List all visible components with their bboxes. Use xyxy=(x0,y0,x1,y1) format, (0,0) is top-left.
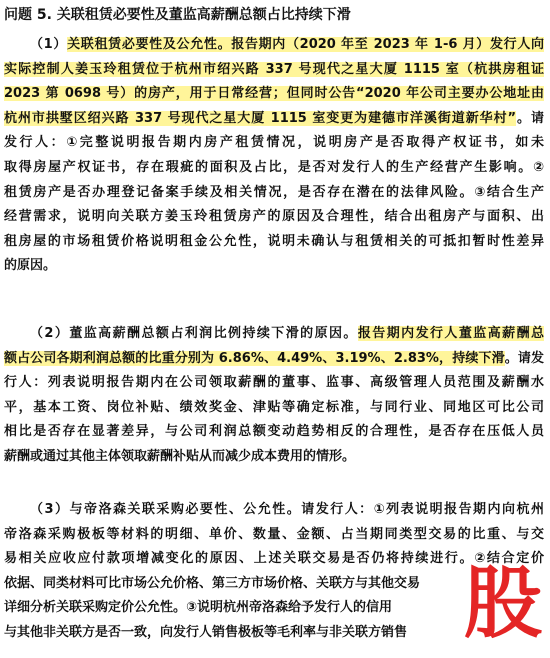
highlighted-text: 2023 第 0698 号）的房产，用于日常经营；但同时公告“2020 年公司主要办公地址由 xyxy=(4,86,544,102)
highlighted-text: 关联租赁必要性及公允性。报告期内（2020 年至 2023 年 1-6 月）发行人向 xyxy=(67,37,544,52)
text-line: 经营需求，说明向关联方姜玉玲租赁房产的原因及合理性，结合出租房产与面积、出 xyxy=(4,209,544,225)
text-line: 租房屋的市场租赁价格说明租金公允性，说明未确认与租赁相关的可抵扣暂时性差异 xyxy=(4,233,544,249)
text-line: 发行人：①完整说明报告期内房产租赁情况，说明房产是否取得产权证书，如未 xyxy=(4,135,544,151)
text-line: 平，基本工资、岗位补贴、绩效奖金、津贴等确定标准，与同行业、同地区可比公司 xyxy=(4,399,544,415)
text-line: （1）关联租赁必要性及公允性。报告期内（2020 年至 2023 年 1-6 月）发行人向 xyxy=(30,37,544,52)
highlighted-text: 实际控制人姜玉玲租赁位于杭州市绍兴路 337 号现代之星大厦 1115 室（杭拱房租证 xyxy=(4,61,544,77)
text-line xyxy=(4,58,544,83)
paragraph-related-lease xyxy=(4,33,544,279)
question-title: 问题 5. 关联租赁必要性及董监高薪酬总额占比持续下滑 xyxy=(4,7,351,23)
highlighted-text: 杭州市拱墅区绍兴路 337 号现代之星大厦 1115 室变更为建德市洋溪街道新华村” xyxy=(4,110,517,126)
text-line: 薪酬或通过其他主体领取薪酬补贴从而减少成本费用的情形。 xyxy=(4,448,356,464)
highlighted-text: 额占公司各期利润总额的比重分别为 6.86%、4.49%、3.19%、2.83%，持续下滑 xyxy=(4,350,505,366)
paragraph-executive-pay xyxy=(4,322,544,470)
text-line: 行人：列表说明报告期内在公司领取薪酬的董事、监事、高级管理人员范围及薪酬水 xyxy=(4,375,544,391)
text-line: 额占公司各期利润总额的比重分别为 6.86%、4.49%、3.19%、2.83%，持续下滑。请发 xyxy=(4,350,544,366)
text-line: （3）与帝洛森关联采购必要性、公允性。请发行人：①列表说明报告期内向杭州 xyxy=(30,502,544,517)
text-line: 详细分析关联采购定价公允性。③说明杭州帝洛森给予发行人的信用 xyxy=(4,600,393,616)
text-line: 与其他非关联方是否一致，向发行人销售极板等毛利率与非关联方销售 xyxy=(4,624,408,640)
text-line xyxy=(4,82,544,107)
text-line: 相比是否存在显著差异，与公司利润总额变动趋势相反的合理性，是否存在压低人员 xyxy=(4,424,544,440)
text-line: 帝洛森采购极板等材料的明细、单价、数量、金额、占当期同类型交易的比重、与交 xyxy=(4,526,544,542)
text-line: 易相关应收应付款项增减变化的原因、上述关联交易是否仍将持续进行。②结合定价 xyxy=(4,551,544,567)
watermark-logo: 股 xyxy=(463,559,542,649)
text-line: 租赁房产是否办理登记备案手续及相关情况，是否存在潜在的法律风险。③结合生产 xyxy=(4,184,544,200)
text-line: 取得房屋产权证书，存在瑕疵的面积及占比，是否对发行人的生产经营产生影响。② xyxy=(4,159,544,175)
text-line: 杭州市拱墅区绍兴路 337 号现代之星大厦 1115 室变更为建德市洋溪街道新华村”。请 xyxy=(4,110,544,126)
text-line: 依据、同类材料可比市场公允价格、第三方市场价格、关联方与其他交易 xyxy=(4,575,421,591)
text-line: 的原因。 xyxy=(4,258,57,274)
highlighted-text: 报告期内发行人董监高薪酬总 xyxy=(357,326,544,341)
text-line: （2）董监高薪酬总额占利润比例持续下滑的原因。报告期内发行人董监高薪酬总 xyxy=(30,326,544,341)
